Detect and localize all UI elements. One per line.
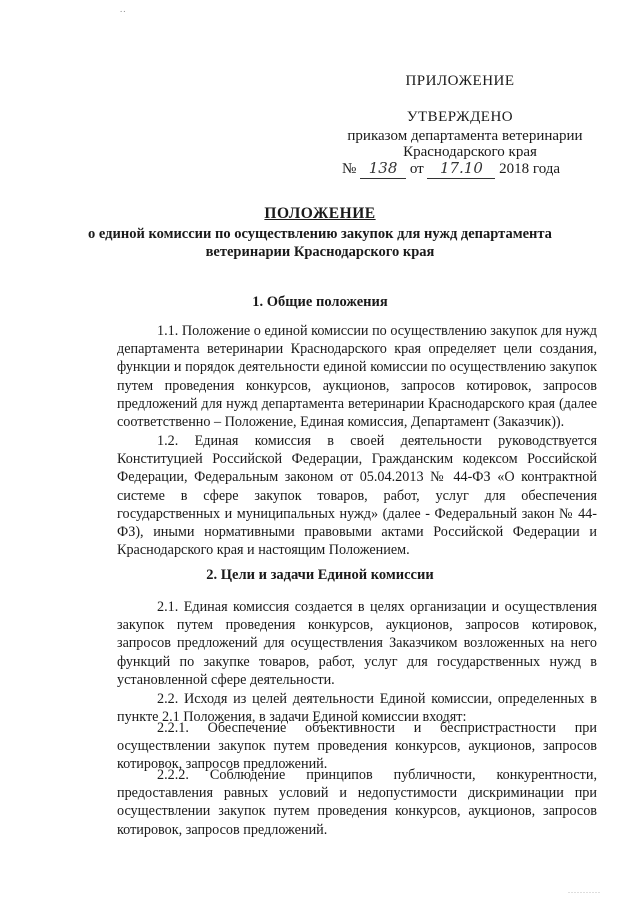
number-prefix: № bbox=[342, 161, 357, 177]
order-number-line bbox=[342, 158, 560, 179]
paragraph-1-1: 1.1. Положение о единой комиссии по осуществлению закупок для нужд департамента ветеринарии Краснодарского края определяет цели создания, функции и порядок деятельности единой комиссии по осуществлению закупок путем проведения конкурсов, аукционов, запросов котировок, запросов предложений для нужд департамента ветеринарии Краснодарского края (далее соответственно – Положение, Единая комиссия, Департамент (Заказчик)). bbox=[117, 323, 597, 431]
appendix-label: ПРИЛОЖЕНИЕ bbox=[405, 73, 515, 89]
paragraph-2-2-1: 2.2.1. Обеспечение объективности и беспристрастности при осуществлении закупок путем проведения конкурсов, аукционов, запросов котировок, запросов предложений. bbox=[117, 720, 597, 773]
paragraph-2-1: 2.1. Единая комиссия создается в целях организации и осуществления закупок путем проведения конкурсов, аукционов, запросов котировок, запросов предложений для осуществления Заказчиком возложенных на него функций по закупке товаров, работ, услуг для государственных нужд в установленной сфере деятельности. bbox=[117, 599, 597, 688]
section-1-heading: 1. Общие положения bbox=[252, 294, 388, 310]
date-prefix: от bbox=[409, 161, 424, 177]
approved-region: Краснодарского края bbox=[403, 144, 537, 160]
paragraph-2-2-2: 2.2.2. Соблюдение принципов публичности, конкурентности, предоставления равных условий и недопустимости дискриминации при осуществлении закупок путем проведения конкурсов, аукционов, запросов котировок, запросов предложений. bbox=[117, 767, 597, 838]
corner-mark: .. bbox=[120, 4, 127, 14]
document-title: ПОЛОЖЕНИЕ bbox=[264, 205, 376, 222]
approved-label: УТВЕРЖДЕНО bbox=[406, 109, 514, 125]
section-2-heading: 2. Цели и задачи Единой комиссии bbox=[206, 567, 434, 583]
paragraph-2-2: 2.2. Исходя из целей деятельности Единой комиссии, определенных в пункте 2.1 Положения, в задачи Единой комиссии входят: bbox=[117, 691, 597, 726]
paragraph-1-2: 1.2. Единая комиссия в своей деятельности руководствуется Конституцией Российской Федерации, Гражданским кодексом Российской Федерации, Федеральным законом от 05.04.2013 № 44-ФЗ «О контрактной системе в сфере закупок товаров, работ, услуг для обеспечения государственных и муниципальных нужд» (далее - Федеральный закон № 44-ФЗ), иными нормативными правовыми актами Российской Федерации и Краснодарского края и настоящим Положением. bbox=[117, 433, 597, 559]
approved-by-order: приказом департамента ветеринарии bbox=[347, 128, 583, 144]
order-year: 2018 года bbox=[499, 161, 561, 177]
document-subtitle-line1: о единой комиссии по осуществлению закупок для нужд департамента bbox=[88, 226, 552, 242]
order-number-handwritten: 138 bbox=[360, 158, 406, 179]
document-subtitle-line2: ветеринарии Краснодарского края bbox=[205, 244, 435, 260]
footer-mark: ........... bbox=[568, 886, 601, 895]
order-date-handwritten: 17.10 bbox=[427, 158, 495, 179]
